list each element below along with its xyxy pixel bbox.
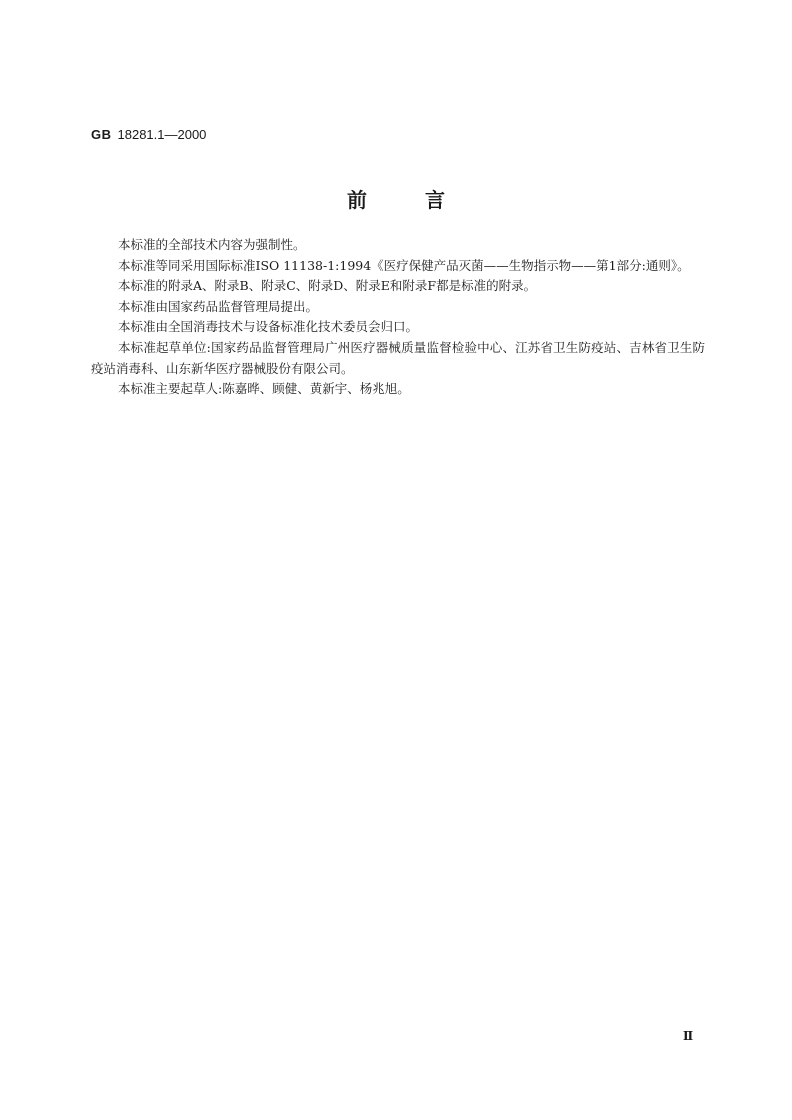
- standard-prefix: GB: [91, 127, 112, 142]
- page-number: Ⅱ: [683, 1029, 694, 1043]
- paragraph: 本标准主要起草人:陈嘉晔、顾健、黄新宇、杨兆旭。: [118, 381, 410, 397]
- page-title: 前言: [347, 188, 503, 212]
- paragraph: 本标准起草单位:国家药品监督管理局广州医疗器械质量监督检验中心、江苏省卫生防疫站、吉林省卫生防疫站消毒科、山东新华医疗器械股份有限公司。: [91, 339, 705, 376]
- paragraph: 本标准等同采用国际标准ISO 11138-1:1994《医疗保健产品灭菌——生物指示物——第1部分:通则》。: [118, 257, 690, 273]
- paragraph: 本标准的附录A、附录B、附录C、附录D、附录E和附录F都是标准的附录。: [118, 278, 537, 294]
- paragraph: 本标准的全部技术内容为强制性。: [118, 237, 306, 252]
- standard-code: [91, 126, 206, 144]
- paragraph: 本标准由国家药品监督管理局提出。: [118, 298, 319, 314]
- paragraph: 本标准由全国消毒技术与设备标准化技术委员会归口。: [118, 319, 419, 335]
- foreword-body: [91, 235, 705, 400]
- standard-number: 18281.1—2000: [117, 127, 207, 142]
